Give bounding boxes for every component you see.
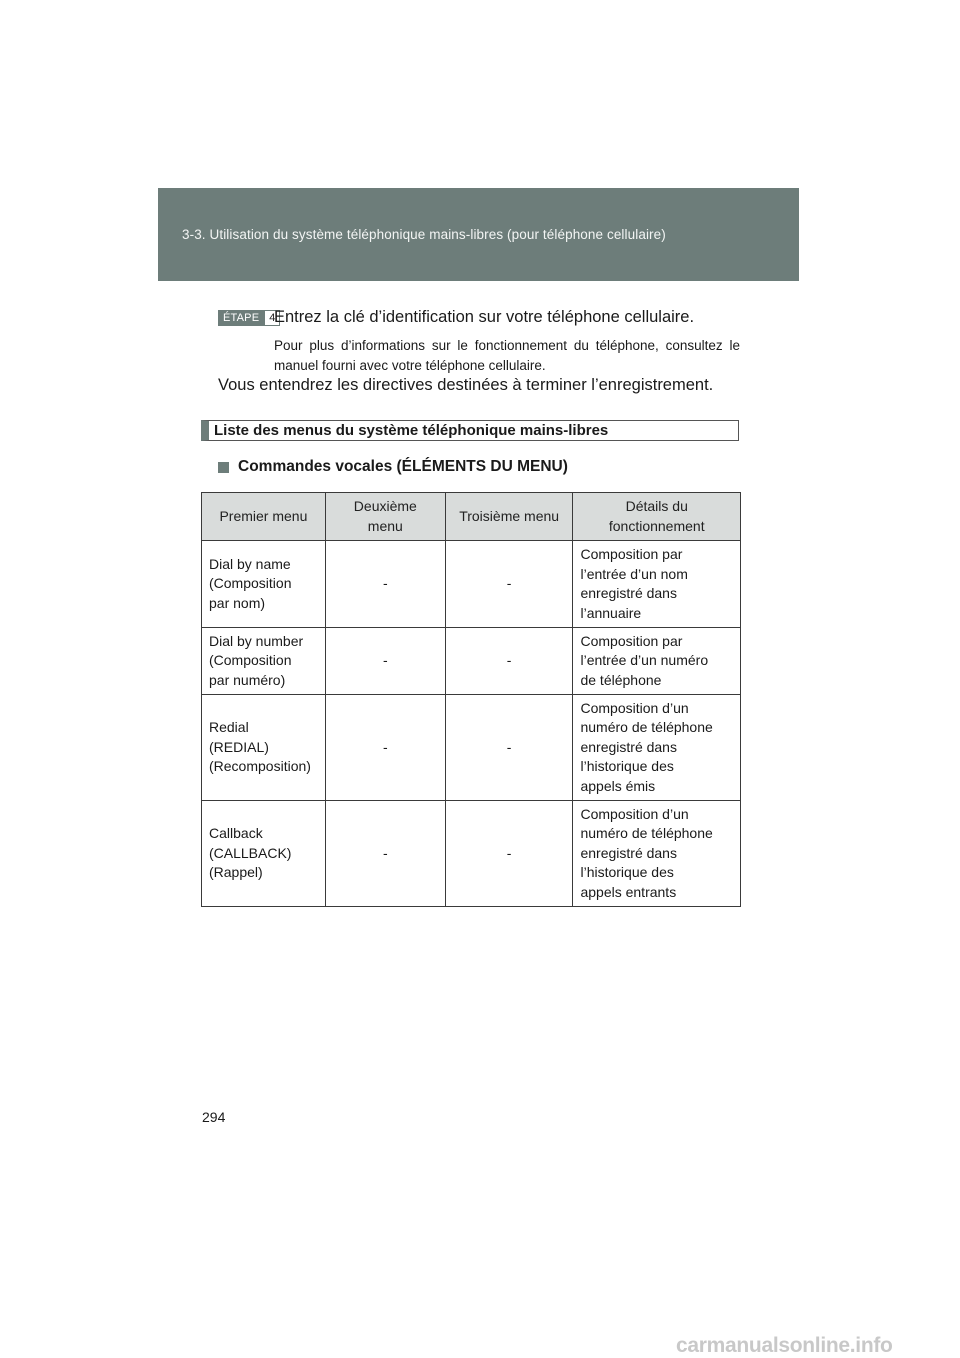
cell-third-menu: -: [445, 695, 573, 801]
section-heading-box: [201, 420, 739, 441]
header-cell-details: [573, 493, 741, 541]
cell-details: [573, 801, 741, 907]
table-header-row: [202, 493, 741, 541]
cell-line: Composition d’un: [580, 699, 689, 716]
cell-line: appels entrants: [580, 883, 677, 900]
table-row: [202, 695, 741, 801]
cell-line: (REDIAL): [209, 738, 269, 755]
header-cell-first-menu: [202, 493, 326, 541]
header-line: Premier menu: [219, 507, 308, 524]
cell-details: [573, 695, 741, 801]
cell-first-menu: [202, 628, 326, 695]
cell-second-menu: -: [325, 801, 445, 907]
cell-line: (Composition: [209, 575, 292, 592]
table-row: [202, 628, 741, 695]
header-cell-third-menu: [445, 493, 573, 541]
header-line: Détails du: [625, 498, 688, 514]
watermark-link[interactable]: carmanualsonline.info: [676, 1334, 893, 1357]
cell-line: appels émis: [580, 777, 656, 794]
cell-line: l’entrée d’un nom: [580, 565, 688, 582]
table-row: [202, 801, 741, 907]
subheading: [218, 458, 568, 476]
cell-line: Callback: [209, 825, 263, 842]
step-badge-number: 4: [264, 310, 280, 326]
subheading-text: Commandes vocales (ÉLÉMENTS DU MENU): [238, 458, 568, 475]
header-line: menu: [367, 517, 403, 534]
table-row: [202, 541, 741, 628]
cell-line: l’annuaire: [580, 604, 642, 621]
menu-table: [201, 492, 741, 907]
cell-third-menu: -: [445, 801, 573, 907]
cell-second-menu: -: [325, 541, 445, 628]
cell-line: (Rappel): [209, 864, 263, 881]
cell-line: enregistré dans: [580, 738, 677, 755]
cell-third-menu: -: [445, 541, 573, 628]
cell-line: numéro de téléphone: [580, 825, 713, 842]
square-bullet-icon: [218, 462, 229, 473]
chapter-header-band: [158, 188, 799, 281]
cell-line: enregistré dans: [580, 585, 677, 601]
header-line: Deuxième: [353, 498, 417, 514]
step-badge-label: ÉTAPE: [218, 310, 264, 326]
cell-first-menu: [202, 541, 326, 628]
cell-line: par numéro): [209, 671, 286, 688]
section-heading: Liste des menus du système téléphonique mains-libres: [214, 422, 609, 439]
cell-first-menu: [202, 695, 326, 801]
body-paragraph: Vous entendrez les directives destinées à terminer l’enregistrement.: [218, 376, 714, 394]
step-note: Pour plus d’informations sur le fonctionnement du téléphone, consultez le manuel fourni avec votre téléphone cellulaire.: [274, 338, 740, 373]
header-line: fonctionnement: [608, 517, 705, 534]
header-cell-second-menu: [325, 493, 445, 541]
cell-third-menu: -: [445, 628, 573, 695]
page-number: 294: [202, 1109, 226, 1125]
cell-line: Dial by name: [209, 555, 291, 572]
chapter-section-title: 3-3. Utilisation du système téléphonique mains-libres (pour téléphone cellulaire): [182, 227, 666, 242]
cell-line: Composition d’un: [580, 805, 689, 822]
cell-line: de téléphone: [580, 671, 662, 688]
cell-line: enregistré dans: [580, 844, 677, 861]
cell-line: l’historique des: [580, 758, 674, 775]
cell-second-menu: -: [325, 628, 445, 695]
cell-line: Redial: [209, 719, 249, 736]
cell-line: (CALLBACK): [209, 844, 292, 861]
step-badge: [218, 310, 280, 326]
cell-line: (Recomposition): [209, 758, 311, 775]
cell-line: numéro de téléphone: [580, 719, 713, 736]
cell-line: l’entrée d’un numéro: [580, 652, 709, 669]
cell-line: Composition par: [580, 632, 683, 649]
cell-line: (Composition: [209, 652, 292, 669]
cell-line: l’historique des: [580, 864, 674, 881]
cell-details: [573, 628, 741, 695]
header-line: Troisième menu: [459, 507, 560, 524]
cell-line: Dial by number: [209, 632, 304, 649]
cell-line: Composition par: [580, 546, 683, 562]
cell-line: par nom): [209, 594, 266, 611]
cell-details: [573, 541, 741, 628]
step-title: Entrez la clé d’identification sur votre téléphone cellulaire.: [274, 308, 695, 326]
cell-first-menu: [202, 801, 326, 907]
cell-second-menu: -: [325, 695, 445, 801]
